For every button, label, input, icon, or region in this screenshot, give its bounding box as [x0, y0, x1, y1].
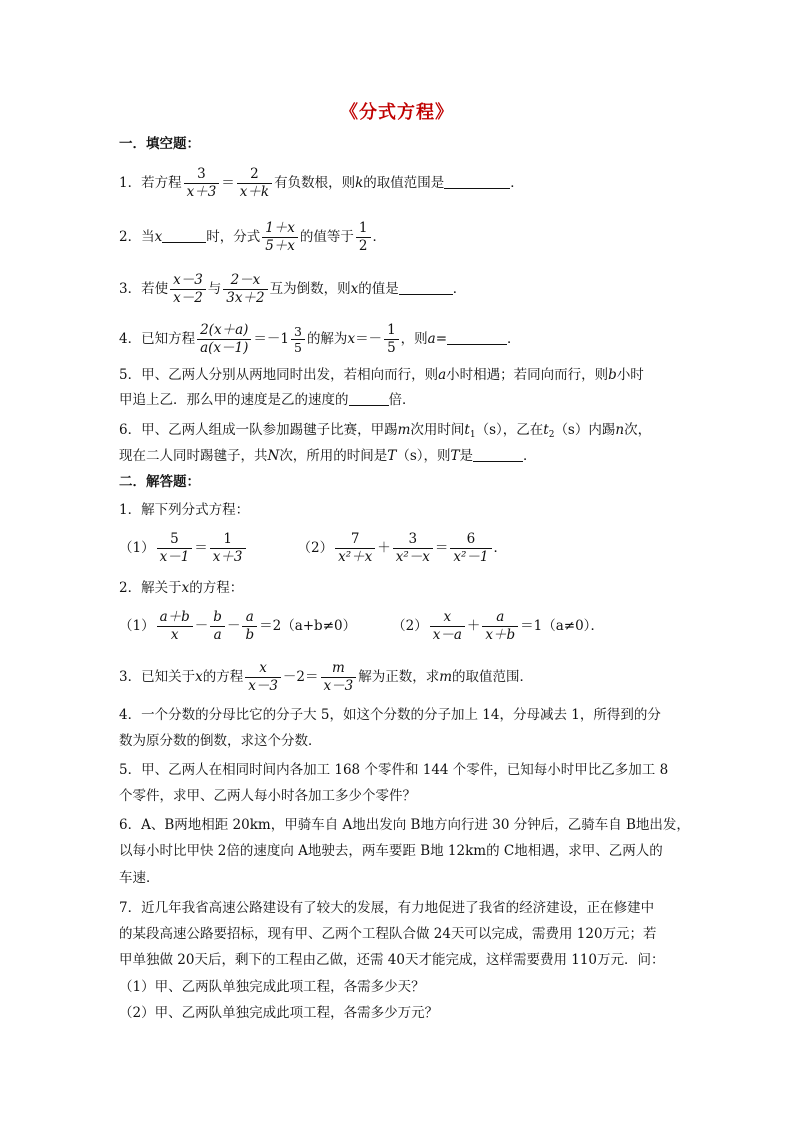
section-heading-solve: 二．解答题：	[119, 474, 200, 490]
answer-blank[interactable]	[444, 174, 510, 189]
problem-7-sub-2: （2）甲、乙两队单独完成此项工程，各需多少万元？	[119, 1005, 439, 1021]
problem-5-line-1: 5．甲、乙两人在相同时间内各加工 168 个零件和 144 个零件，已知每小时甲比乙多加工 8	[119, 762, 669, 778]
problem-7-sub-1: （1）甲、乙两队单独完成此项工程，各需多少天？	[119, 979, 425, 995]
fraction: $\frac{2}{x+k}$	[237, 166, 272, 201]
fraction: $\frac{3}{5}$	[291, 324, 305, 355]
fraction: $\frac{m}{x-3}$	[321, 660, 357, 695]
fraction: $\frac{3}{x+3}$	[184, 166, 220, 201]
problem-6-line-1: 6．A、B两地相距 20km，甲骑车自 A地出发向 B地方向行进 30 分钟后，乙骑车自 B地出发，	[119, 817, 690, 833]
fraction: $\frac{x}{x-a}$	[430, 609, 465, 644]
answer-blank[interactable]	[349, 391, 389, 406]
problem-2-heading: 2．解关于x的方程：	[119, 580, 244, 596]
fraction: $\frac{1}{x+3}$	[210, 531, 246, 566]
question-5-line-2: 甲追上乙．那么甲的速度是乙的速度的 倍．	[119, 392, 416, 408]
problem-4-line-1: 4．一个分数的分母比它的分子大 5，如这个分数的分子加上 14，分母减去 1，所得到的分	[119, 707, 661, 723]
question-3: 3．若使 $\frac{x-3}{x-2}$ 与 $\frac{2-x}{3x+2}$ 互为倒数，则x的值是 ．	[119, 272, 467, 306]
fraction: $\frac{7}{\text{x²＋x}}$	[335, 531, 375, 566]
problem-6-line-3: 车速．	[119, 870, 160, 886]
fraction: $\frac{x-3}{x-2}$	[170, 272, 206, 307]
fraction: $\frac{3}{\text{x²－x}}$	[393, 531, 433, 566]
problem-4-line-2: 数为原分数的倒数，求这个分数．	[119, 733, 322, 749]
problem-6-line-2: 以每小时比甲快 2倍的速度向 A地驶去，两车要距 B地 12km的 C地相遇，求甲、乙两人的	[119, 843, 663, 859]
fraction: $\frac{1+x}{5+x}$	[262, 220, 298, 255]
question-2: 2．当x 时，分式 $\frac{1+x}{5+x}$ 的值等于 $\frac{1}{2}$ ．	[119, 220, 387, 254]
fraction: $\frac{1}{5}$	[384, 322, 399, 357]
problem-2-equations: （1） $\frac{a+b}{x}$ － $\frac{b}{a}$ － $\frac{a}{b}$ ＝2（a+b≠0） （2） $\frac{x}{x-a}$ ＋ $\frac{a}{x+b}$ ＝1（a≠0）．	[119, 609, 604, 643]
question-6-line-2: 现在二人同时踢毽子，共N次，所用的时间是T（s），则T是 ．	[119, 448, 537, 464]
fraction: $\frac{a}{x+b}$	[482, 609, 518, 644]
problem-7-line-3: 甲单独做 20天后，剩下的工程由乙做，还需 40天才能完成，这样需要费用 110万元．问：	[119, 952, 665, 968]
problem-5-line-2: 个零件，求甲、乙两人每小时各加工多少个零件？	[119, 788, 416, 804]
fraction: $\frac{x}{x-3}$	[245, 660, 281, 695]
answer-blank[interactable]	[162, 228, 206, 243]
question-1: 1．若方程 $\frac{3}{x+3}$ ＝ $\frac{2}{x+k}$ 有负数根，则k的取值范围是 ．	[119, 166, 524, 200]
fraction: $\frac{a}{b}$	[242, 609, 257, 644]
page-title: 《分式方程》	[340, 102, 454, 123]
answer-blank[interactable]	[473, 447, 523, 462]
fraction: $\frac{a+b}{x}$	[157, 609, 193, 644]
problem-1-heading: 1．解下列分式方程：	[119, 502, 250, 518]
fraction: $\frac{b}{a}$	[210, 609, 225, 644]
problem-7-line-2: 的某段高速公路要招标，现有甲、乙两个工程队合做 24天可以完成，需费用 120万元；若	[119, 926, 657, 942]
answer-blank[interactable]	[399, 280, 453, 295]
problem-1-equations: （1） $\frac{5}{x-1}$ ＝ $\frac{1}{x+3}$ （2） $\frac{7}{\text{x²＋x}}$ ＋ $\frac{3}{\text{x²－x}}$ ＝ $\frac{6}{\text{x²－1}}$ ．	[119, 531, 507, 565]
fraction: $\frac{6}{\text{x²－1}}$	[450, 531, 491, 566]
fraction: $\frac{2(x+a)}{a(x-1)}$	[197, 322, 251, 357]
answer-blank[interactable]	[447, 330, 507, 345]
question-4: 4．已知方程 $\frac{2(x+a)}{a(x-1)}$ ＝－1 $\frac{3}{5}$ 的解为x＝－ $\frac{1}{5}$ ，则a= ．	[119, 322, 521, 356]
section-heading-fill-in: 一．填空题：	[119, 136, 200, 152]
problem-3: 3．已知关于x的方程 $\frac{x}{x-3}$ －2＝ $\frac{m}{x-3}$ 解为正数，求m的取值范围．	[119, 660, 534, 694]
question-6-line-1: 6．甲、乙两人组成一队参加踢毽子比赛，甲踢m次用时间$t_1(s)$，乙在$t_2(s)$内踢n次，	[119, 422, 652, 440]
fraction: $\frac{5}{x-1}$	[157, 531, 193, 566]
problem-7-line-1: 7．近几年我省高速公路建设有了较大的发展，有力地促进了我省的经济建设，正在修建中	[119, 900, 655, 916]
fraction: $\frac{2-x}{3x+2}$	[223, 272, 267, 307]
fraction: $\frac{1}{2}$	[356, 220, 371, 255]
question-5-line-1: 5．甲、乙两人分别从两地同时出发，若相向而行，则a小时相遇；若同向而行，则b小时	[119, 367, 644, 383]
